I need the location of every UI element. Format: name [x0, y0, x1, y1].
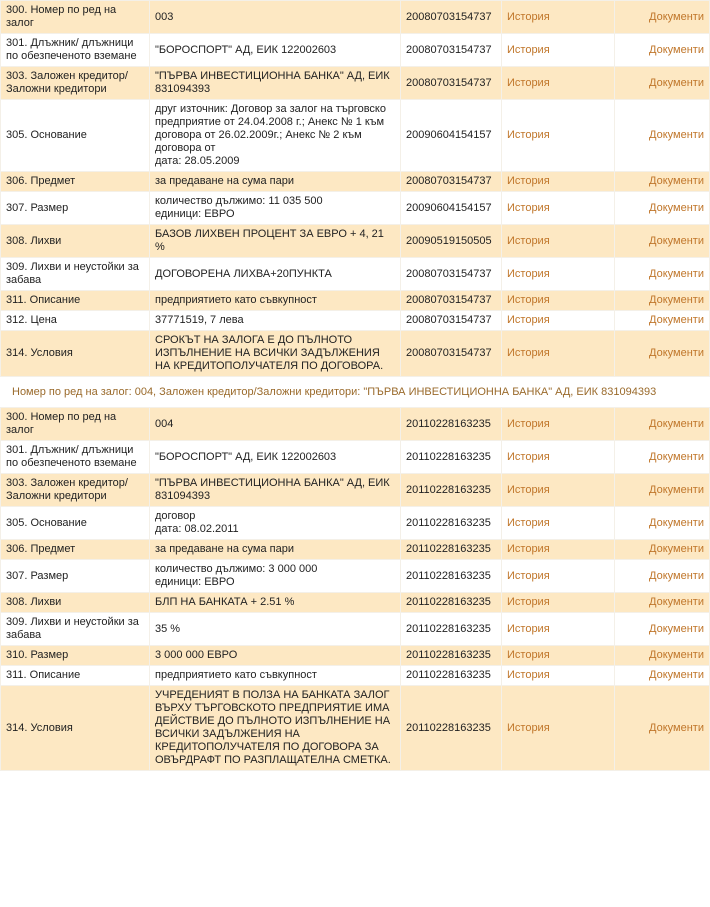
entry-timestamp: 20110228163235 — [401, 613, 501, 645]
table-row — [1, 331, 709, 376]
pledge-004-separator: Номер по ред на залог: 004, Заложен кредитор/Заложни кредитори: "ПЪРВА ИНВЕСТИЦИОННА БАНКА" АД, ЕИК 831094393 — [0, 377, 689, 407]
entry-timestamp: 20110228163235 — [401, 474, 501, 506]
field-value: предприятието като съвкупност — [150, 666, 400, 685]
field-value: 37771519, 7 лева — [150, 311, 400, 330]
history-link[interactable]: История — [507, 417, 550, 430]
table-row — [1, 67, 709, 99]
documents-link[interactable]: Документи — [649, 649, 704, 661]
entry-timestamp: 20080703154737 — [401, 258, 501, 290]
entry-timestamp: 20080703154737 — [401, 1, 501, 33]
entry-timestamp: 20080703154737 — [401, 172, 501, 191]
table-row — [1, 686, 709, 770]
history-link[interactable]: История — [507, 43, 550, 56]
documents-link[interactable]: Документи — [649, 201, 704, 214]
table-row — [1, 172, 709, 191]
documents-link[interactable]: Документи — [649, 669, 704, 681]
field-label: 307. Размер — [1, 192, 149, 224]
history-link[interactable]: История — [507, 201, 550, 214]
documents-link[interactable]: Документи — [649, 234, 704, 247]
field-label: 307. Размер — [1, 560, 149, 592]
history-link[interactable]: История — [507, 516, 550, 529]
history-link[interactable]: История — [507, 483, 550, 496]
field-label: 312. Цена — [1, 311, 149, 330]
field-label: 300. Номер по ред на залог — [1, 408, 149, 440]
field-label: 301. Длъжник/ длъжници по обезпеченото вземане — [1, 34, 149, 66]
history-link[interactable]: История — [507, 294, 550, 306]
field-value: количество дължимо: 3 000 000 единици: ЕВРО — [150, 560, 400, 592]
field-label: 303. Заложен кредитор/ Заложни кредитори — [1, 67, 149, 99]
entry-timestamp: 20110228163235 — [401, 507, 501, 539]
table-row — [1, 311, 709, 330]
entry-timestamp: 20110228163235 — [401, 666, 501, 685]
field-label: 314. Условия — [1, 331, 149, 376]
documents-link[interactable]: Документи — [649, 622, 704, 635]
history-link[interactable]: История — [507, 234, 550, 247]
table-row — [1, 666, 709, 685]
entry-timestamp: 20080703154737 — [401, 67, 501, 99]
table-row — [1, 408, 709, 440]
table-row — [1, 258, 709, 290]
table-row — [1, 540, 709, 559]
history-link[interactable]: История — [507, 596, 550, 608]
field-value: УЧРЕДЕНИЯТ В ПОЛЗА НА БАНКАТА ЗАЛОГ ВЪРХУ ТЪРГОВСКОТО ПРЕДПРИЯТИЕ ИМА ДЕЙСТВИЕ ДО ПЪЛНОТО ИЗПЪЛНЕНИЕ НА ВСИЧКИ ЗАДЪЛЖЕНИЯ НА КРЕДИТОПОЛУЧАТЕЛЯ ПО ДОГОВОРА ЗА ОВЪРДРАФТ ПО РАЗПЛАЩАТЕЛНА СМЕТКА. — [150, 686, 400, 770]
history-link[interactable]: История — [507, 129, 550, 141]
field-value: 003 — [150, 1, 400, 33]
table-row — [1, 646, 709, 665]
field-label: 305. Основание — [1, 507, 149, 539]
documents-link[interactable]: Документи — [649, 516, 704, 529]
field-value: "ПЪРВА ИНВЕСТИЦИОННА БАНКА" АД, ЕИК 831094393 — [150, 474, 400, 506]
field-value: предприятието като съвкупност — [150, 291, 400, 310]
documents-link[interactable]: Документи — [649, 267, 704, 280]
field-label: 314. Условия — [1, 686, 149, 770]
entry-timestamp: 20110228163235 — [401, 560, 501, 592]
field-value: "БОРОСПОРТ" АД, ЕИК 122002603 — [150, 34, 400, 66]
documents-link[interactable]: Документи — [649, 417, 704, 430]
field-label: 309. Лихви и неустойки за забава — [1, 258, 149, 290]
field-value: "БОРОСПОРТ" АД, ЕИК 122002603 — [150, 441, 400, 473]
history-link[interactable]: История — [507, 347, 550, 359]
field-value: 35 % — [150, 613, 400, 645]
history-link[interactable]: История — [507, 622, 550, 635]
field-value: 004 — [150, 408, 400, 440]
table-row — [1, 474, 709, 506]
documents-link[interactable]: Документи — [649, 347, 704, 359]
field-label: 306. Предмет — [1, 540, 149, 559]
entry-timestamp: 20110228163235 — [401, 540, 501, 559]
history-link[interactable]: История — [507, 76, 550, 89]
entry-timestamp: 20090604154157 — [401, 100, 501, 171]
table-row — [1, 507, 709, 539]
field-label: 308. Лихви — [1, 593, 149, 612]
history-link[interactable]: История — [507, 450, 550, 463]
documents-link[interactable]: Документи — [649, 596, 704, 608]
documents-link[interactable]: Документи — [649, 721, 704, 734]
documents-link[interactable]: Документи — [649, 175, 704, 187]
entry-timestamp: 20080703154737 — [401, 291, 501, 310]
field-value: друг източник: Договор за залог на търговско предприятие от 24.04.2008 г.; Анекс № 1 към договора от 26.02.2009г.; Анекс № 2 към договора от дата: 28.05.2009 — [150, 100, 400, 171]
history-link[interactable]: История — [507, 314, 550, 326]
table-row — [1, 441, 709, 473]
field-value: БАЗОВ ЛИХВЕН ПРОЦЕНТ ЗА ЕВРО + 4, 21 % — [150, 225, 400, 257]
field-label: 301. Длъжник/ длъжници по обезпеченото вземане — [1, 441, 149, 473]
entry-timestamp: 20080703154737 — [401, 34, 501, 66]
entry-timestamp: 20110228163235 — [401, 646, 501, 665]
pledge-004-table — [0, 407, 710, 771]
field-label: 303. Заложен кредитор/ Заложни кредитори — [1, 474, 149, 506]
entry-timestamp: 20110228163235 — [401, 593, 501, 612]
history-link[interactable]: История — [507, 649, 550, 661]
table-row — [1, 593, 709, 612]
documents-link[interactable]: Документи — [649, 10, 704, 23]
entry-timestamp: 20080703154737 — [401, 331, 501, 376]
documents-link[interactable]: Документи — [649, 129, 704, 141]
field-value: БЛП НА БАНКАТА + 2.51 % — [150, 593, 400, 612]
table-row — [1, 1, 709, 33]
field-value: количество дължимо: 11 035 500 единици: ЕВРО — [150, 192, 400, 224]
field-value: СРОКЪТ НА ЗАЛОГА Е ДО ПЪЛНОТО ИЗПЪЛНЕНИЕ НА ВСИЧКИ ЗАДЪЛЖЕНИЯ НА КРЕДИТОПОЛУЧАТЕЛЯ ПО ДОГОВОРА. — [150, 331, 400, 376]
documents-link[interactable]: Документи — [649, 294, 704, 306]
table-row — [1, 225, 709, 257]
table-row — [1, 192, 709, 224]
pledge-003-table — [0, 0, 710, 377]
table-row — [1, 291, 709, 310]
field-value: за предаване на сума пари — [150, 540, 400, 559]
field-value: договор дата: 08.02.2011 — [150, 507, 400, 539]
documents-link[interactable]: Документи — [649, 569, 704, 582]
table-row — [1, 34, 709, 66]
table-row — [1, 100, 709, 171]
field-label: 300. Номер по ред на залог — [1, 1, 149, 33]
table-row — [1, 560, 709, 592]
documents-link[interactable]: Документи — [649, 76, 704, 89]
field-label: 306. Предмет — [1, 172, 149, 191]
entry-timestamp: 20110228163235 — [401, 441, 501, 473]
field-value: ДОГОВОРЕНА ЛИХВА+20ПУНКТА — [150, 258, 400, 290]
entry-timestamp: 20110228163235 — [401, 686, 501, 770]
documents-link[interactable]: Документи — [649, 450, 704, 463]
history-link[interactable]: История — [507, 721, 550, 734]
field-value: за предаване на сума пари — [150, 172, 400, 191]
documents-link[interactable]: Документи — [649, 543, 704, 555]
history-link[interactable]: История — [507, 543, 550, 555]
field-label: 310. Размер — [1, 646, 149, 665]
history-link[interactable]: История — [507, 10, 550, 23]
field-label: 309. Лихви и неустойки за забава — [1, 613, 149, 645]
entry-timestamp: 20090519150505 — [401, 225, 501, 257]
field-label: 311. Описание — [1, 666, 149, 685]
history-link[interactable]: История — [507, 669, 550, 681]
field-value: 3 000 000 ЕВРО — [150, 646, 400, 665]
history-link[interactable]: История — [507, 569, 550, 582]
field-label: 311. Описание — [1, 291, 149, 310]
documents-link[interactable]: Документи — [649, 483, 704, 496]
table-row — [1, 613, 709, 645]
entry-timestamp: 20080703154737 — [401, 311, 501, 330]
field-value: "ПЪРВА ИНВЕСТИЦИОННА БАНКА" АД, ЕИК 831094393 — [150, 67, 400, 99]
field-label: 305. Основание — [1, 100, 149, 171]
documents-link[interactable]: Документи — [649, 314, 704, 326]
entry-timestamp: 20090604154157 — [401, 192, 501, 224]
field-label: 308. Лихви — [1, 225, 149, 257]
documents-link[interactable]: Документи — [649, 43, 704, 56]
history-link[interactable]: История — [507, 267, 550, 280]
history-link[interactable]: История — [507, 175, 550, 187]
entry-timestamp: 20110228163235 — [401, 408, 501, 440]
